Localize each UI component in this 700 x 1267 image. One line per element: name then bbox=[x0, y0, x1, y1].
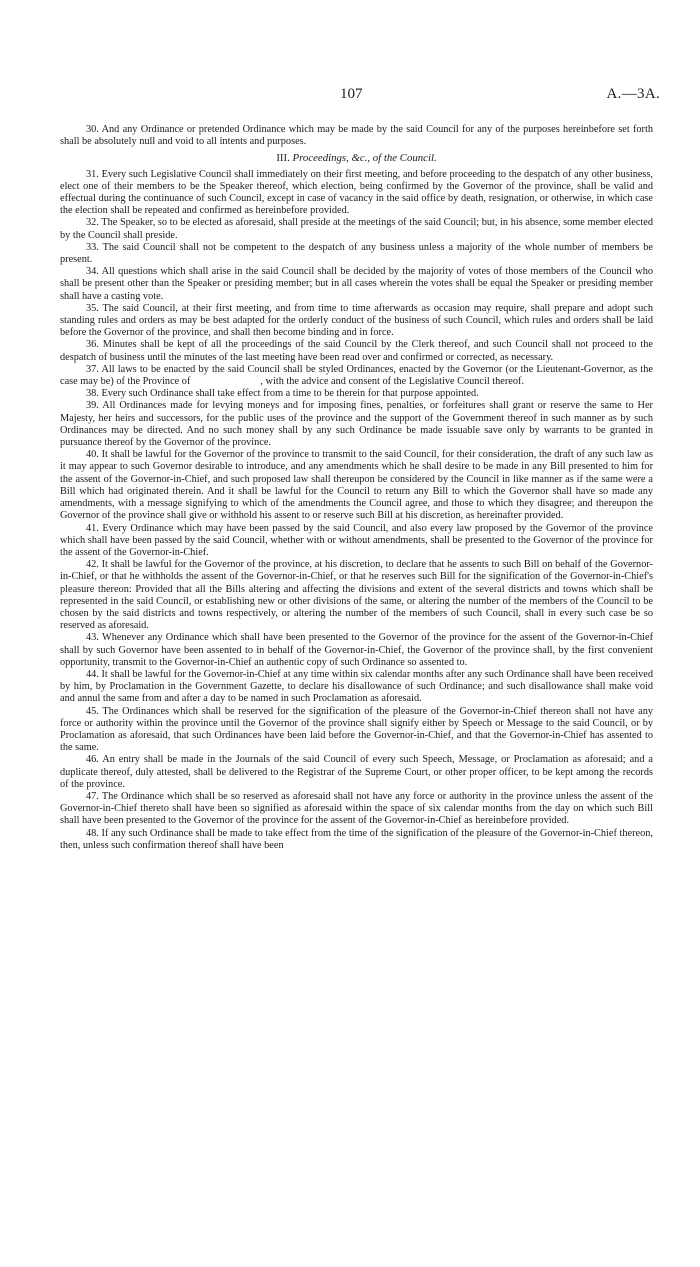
paragraph-45: 45. The Ordinances which shall be reserved for the signification of the pleasure of the Governor-in-Chief thereon shall not have any force or authority within the province until the Governor of the province shall signify either by Speech or Message to the said Council, or by Proclamation as aforesaid, that such Ordinances have been laid before the Governor-in-Chief, and that the Governor-in-Chief has assented to the same. bbox=[60, 705, 653, 754]
paragraph-37 bbox=[60, 364, 653, 388]
paragraph-41: 41. Every Ordinance which may have been passed by the said Council, and also every law proposed by the Governor of the province which shall have been passed by the said Council, whether with or without amendments, shall be presented to the Governor of the province for the assent of the Governor-in-Chief. bbox=[60, 522, 653, 558]
paragraph-35: 35. The said Council, at their first meeting, and from time to time afterwards as occasion may require, shall prepare and adopt such standing rules and orders as may be best adapted for the orderly conduct of the business of such Council, which rules and orders shall be laid before the Governor of the province, and shall then become binding and in force. bbox=[60, 302, 653, 339]
section-title: Proceedings, &c., of the Council. bbox=[292, 152, 437, 165]
document-reference: A.—3A. bbox=[606, 86, 660, 102]
paragraph-37-text-after: , with the advice and consent of the Legislative Council thereof. bbox=[260, 376, 525, 388]
page-header bbox=[0, 86, 700, 106]
paragraph-30: 30. And any Ordinance or pretended Ordinance which may be made by the said Council for any of the purposes hereinbefore set forth shall be absolutely null and void to all intents and purposes. bbox=[60, 124, 653, 148]
page-number: 107 bbox=[340, 86, 363, 102]
paragraph-33: 33. The said Council shall not be competent to the despatch of any business unless a majority of the whole number of members be present. bbox=[60, 241, 653, 266]
paragraph-32: 32. The Speaker, so to be elected as aforesaid, shall preside at the meetings of the said Council; but, in his absence, some member elected by the Council shall preside. bbox=[60, 217, 653, 241]
paragraph-48: 48. If any such Ordinance shall be made to take effect from the time of the signification of the pleasure of the Governor-in-Chief thereon, then, unless such confirmation thereof shall have been bbox=[60, 827, 653, 851]
document-body bbox=[60, 124, 653, 852]
paragraph-47: 47. The Ordinance which shall be so reserved as aforesaid shall not have any force or authority in the province unless the assent of the Governor-in-Chief thereto shall have been so signified as aforesaid within the space of six calendar months from the day on which such Bill shall have been presented to the Governor of the province for the assent of the Governor-in-Chief as hereinbefore provided. bbox=[60, 790, 653, 827]
paragraph-44: 44. It shall be lawful for the Governor-in-Chief at any time within six calendar months after any such Ordinance shall have been received by him, by Proclamation in the Government Gazette, to declare his disallowance of such Ordinance; and such disallowance shall make void and annul the same from and after a day to be named in such Proclamation as aforesaid. bbox=[60, 668, 653, 705]
paragraph-34: 34. All questions which shall arise in the said Council shall be decided by the majority of votes of those members of the Council who shall be present other than the Speaker or presiding member; but in all cases wherein the votes shall be equal the Speaker or presiding member shall have a casting vote. bbox=[60, 266, 653, 302]
paragraph-43: 43. Whenever any Ordinance which shall have been presented to the Governor of the province for the assent of the Governor-in-Chief shall by such Governor have been assented to in behalf of the Governor-in-Chief, the Governor of the province shall, by the first convenient opportunity, transmit to the Governor-in-Chief an authentic copy of such Ordinance so assented to. bbox=[60, 632, 653, 668]
paragraph-40: 40. It shall be lawful for the Governor of the province to transmit to the said Council, for their consideration, the draft of any such law as it may appear to such Governor desirable to introduce, and any amendments which he shall desire to be made in any Bill presented to him for the assent of the Governor-in-Chief, and such proposed law shall thereupon be considered by the Council in like manner as if the same were a Bill which had originated therein. And it shall be lawful for the Council to return any Bill to which the Governor shall have so made any amendments, with a message signifying to which of the amendments the Council agree, and those to which they disagree; and thereupon the Governor of the province shall give or withhold his assent to or reserve such Bill at his discretion, as hereinafter provided. bbox=[60, 449, 653, 522]
paragraph-37-text-before: 37. All laws to be enacted by the said Council shall be styled Ordinances, enacted by the Governor (or the Lieutenant-Governor, as the case may be) of the Province of bbox=[60, 363, 653, 388]
section-number: III. bbox=[276, 152, 290, 165]
paragraph-36: 36. Minutes shall be kept of all the proceedings of the said Council by the Clerk thereof, and such Council shall not proceed to the despatch of business until the minutes of the last meeting have been read over and confirmed or corrected, as necessary. bbox=[60, 339, 653, 363]
paragraph-39: 39. All Ordinances made for levying moneys and for imposing fines, penalties, or forfeitures shall grant or reserve the same to Her Majesty, her heirs and successors, for the public uses of the province and the support of the Government thereof in such manner as by such Ordinances may be directed. And no such money shall by any such Ordinance be made issuable save only by warrants to be granted in pursuance thereof by the Governor of the province. bbox=[60, 400, 653, 449]
paragraph-46: 46. An entry shall be made in the Journals of the said Council of every such Speech, Message, or Proclamation as aforesaid; and a duplicate thereof, duly attested, shall be delivered to the Registrar of the Supreme Court, or other proper officer, to be kept among the records of the province. bbox=[60, 754, 653, 790]
paragraph-42: 42. It shall be lawful for the Governor of the province, at his discretion, to declare that he assents to such Bill on behalf of the Governor-in-Chief, or that he withholds the assent of the Governor-in-Chief, or that he reserves such Bill for the signification of the Governor-in-Chief's pleasure thereon: Provided that all the Bills altering and affecting the divisions and extent of the several districts and towns which shall be represented in the said Council, or establishing new or other divisions of the same, or altering the number of the members of the Council to be chosen by the said districts and towns respectively, or altering the number of the members of such Council, shall in every such case be so reserved as aforesaid. bbox=[60, 559, 653, 632]
section-heading bbox=[60, 152, 653, 164]
paragraph-38: 38. Every such Ordinance shall take effect from a time to be therein for that purpose appointed. bbox=[86, 388, 479, 400]
paragraph-31: 31. Every such Legislative Council shall immediately on their first meeting, and before proceeding to the despatch of any other business, elect one of their members to be the Speaker thereof, which election, being confirmed by the Governor of the province, shall be valid and effectual during the continuance of such Council, except in case of vacancy in the said office by death, resignation, or otherwise, in which case the election shall be repeated and confirmed as hereinbefore provided. bbox=[60, 168, 653, 217]
